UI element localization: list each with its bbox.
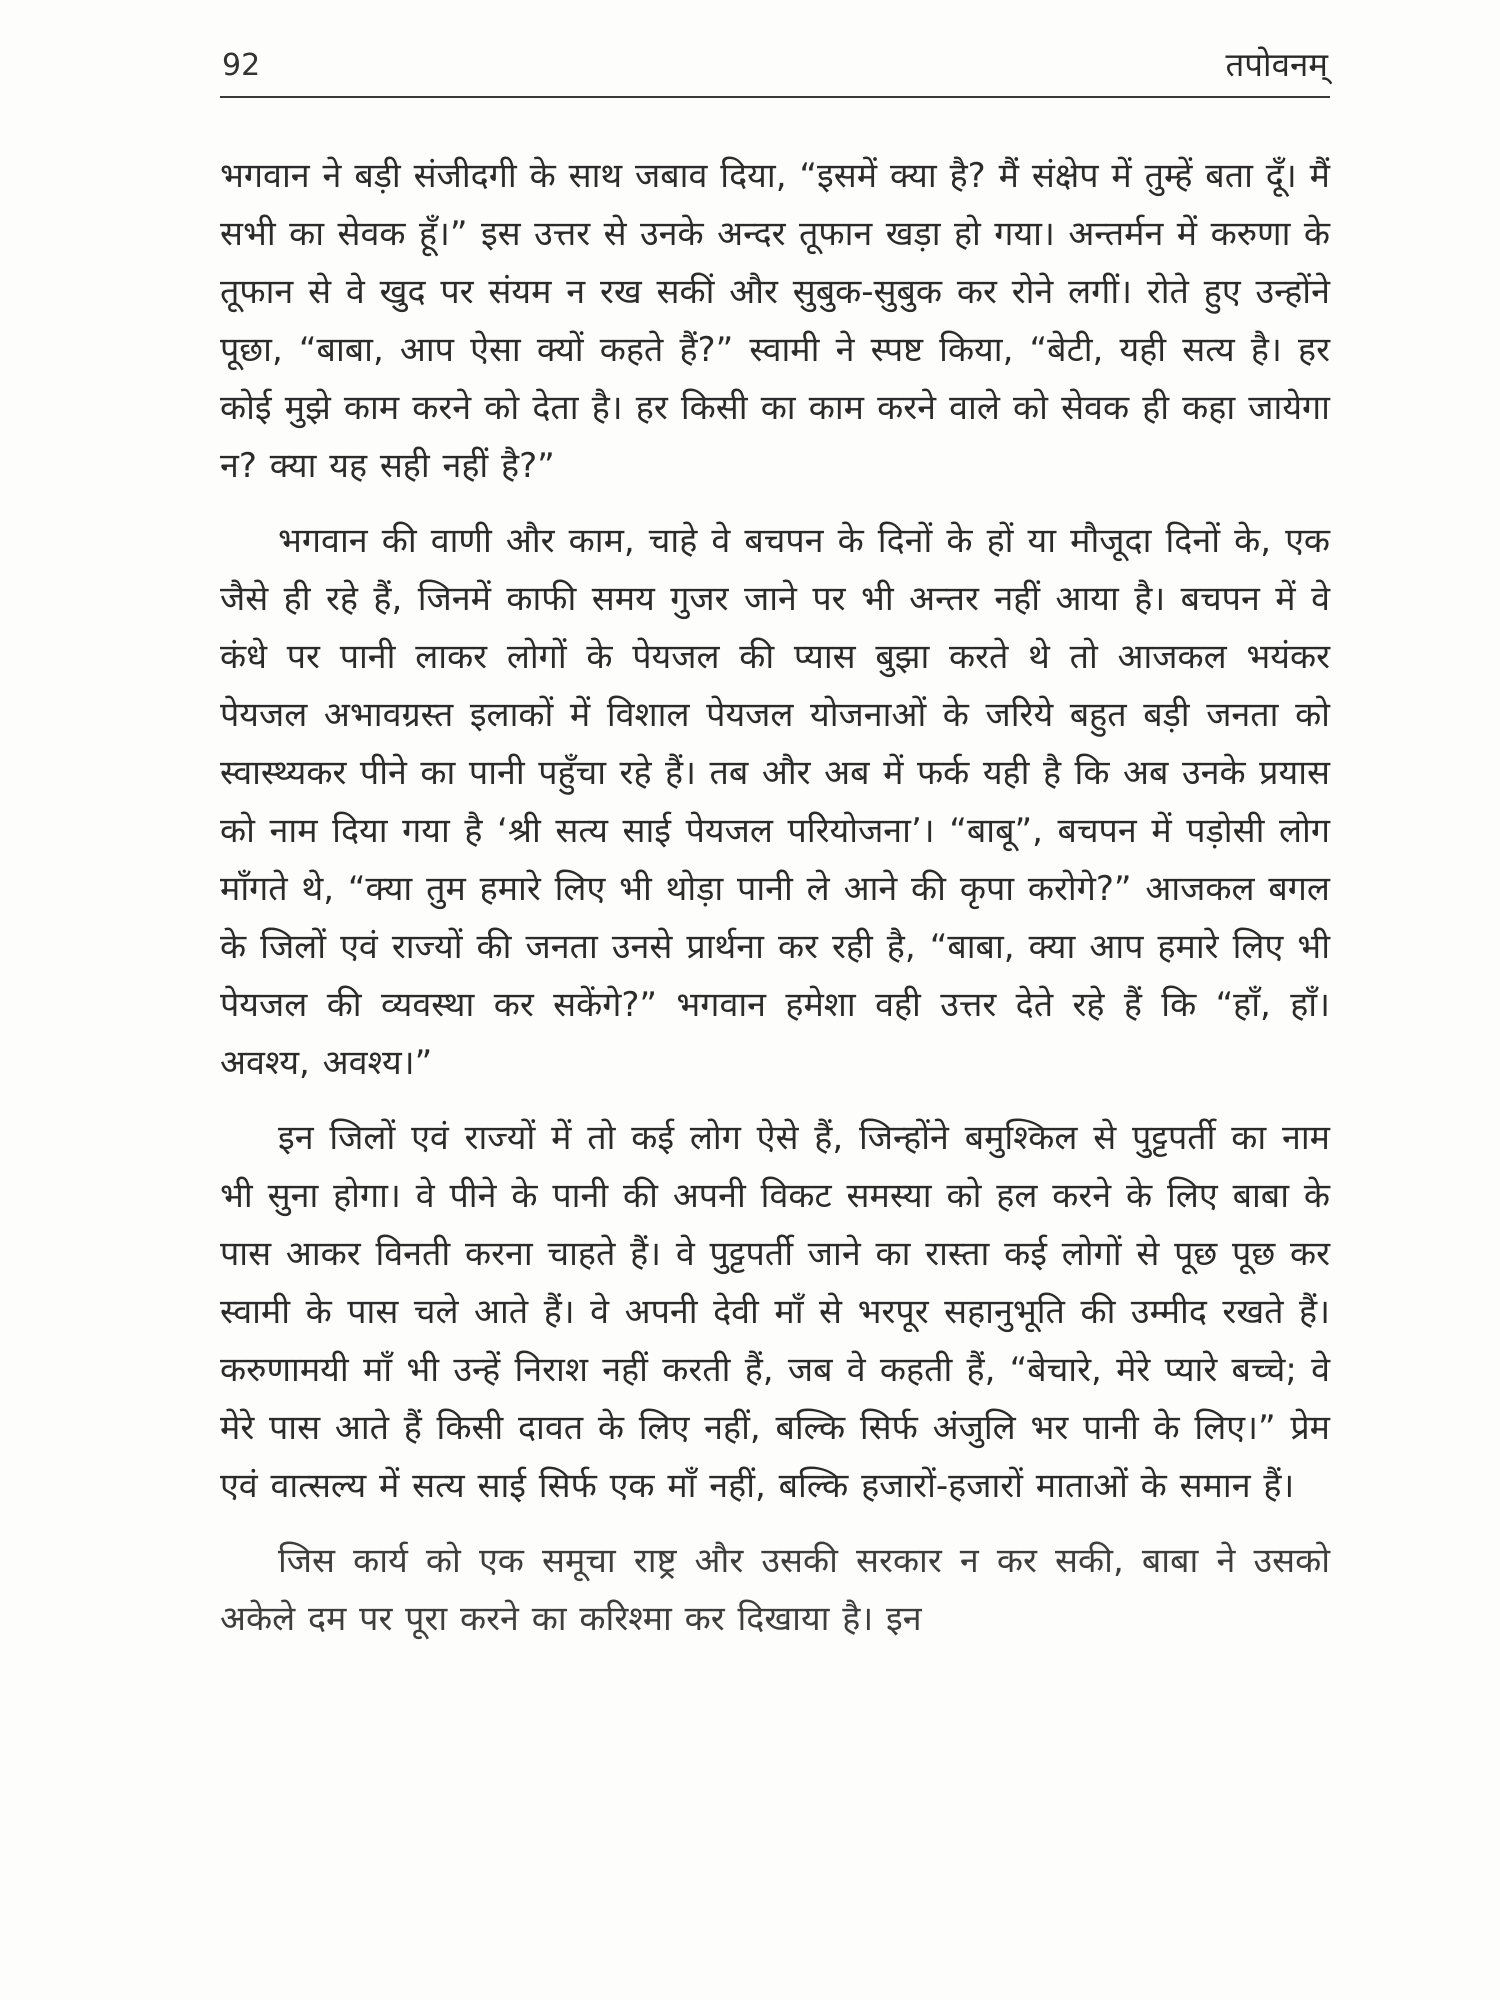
paragraph-3: इन जिलों एवं राज्यों में तो कई लोग ऐसे हैं, जिन्होंने बमुश्किल से पुट्टपर्ती का नाम भी सुना होगा। वे पीने के पानी की अपनी विकट समस्या को हल करने के लिए बाबा के पास आकर विनती करना चाहते हैं। वे पुट्टपर्ती जाने का रास्ता कई लोगों से पूछ पूछ कर स्वामी के पास चले आते हैं। वे अपनी देवी माँ से भरपूर सहानुभूति की उम्मीद रखते हैं। करुणामयी माँ भी उन्हें निराश नहीं करती हैं, जब वे कहती हैं, “बेचारे, मेरे प्यारे बच्चे; वे मेरे पास आते हैं किसी दावत के लिए नहीं, बल्कि सिर्फ अंजुलि भर पानी के लिए।” प्रेम एवं वात्सल्य में सत्य साई सिर्फ एक माँ नहीं, बल्कि हजारों-हजारों माताओं के समान हैं। [220, 1118, 1330, 1506]
paragraph-4: जिस कार्य को एक समूचा राष्ट्र और उसकी सरकार न कर सकी, बाबा ने उसको अकेले दम पर पूरा करने का करिश्मा कर दिखाया है। इन [220, 1541, 1330, 1639]
running-title: तपोवनम् [1225, 45, 1328, 84]
paragraph-2: भगवान की वाणी और काम, चाहे वे बचपन के दिनों के हों या मौजूदा दिनों के, एक जैसे ही रहे हैं, जिनमें काफी समय गुजर जाने पर भी अन्तर नहीं आया है। बचपन में वे कंधे पर पानी लाकर लोगों के पेयजल की प्यास बुझा करते थे तो आजकल भयंकर पेयजल अभावग्रस्त इलाकों में विशाल पेयजल योजनाओं के जरिये बहुत बड़ी जनता को स्वास्थ्यकर पीने का पानी पहुँचा रहे हैं। तब और अब में फर्क यही है कि अब उनके प्रयास को नाम दिया गया है ‘श्री सत्य साई पेयजल परियोजना’। “बाबू”, बचपन में पड़ोसी लोग माँगते थे, “क्या तुम हमारे लिए भी थोड़ा पानी ले आने की कृपा करोगे?” आजकल बगल के जिलों एवं राज्यों की जनता उनसे प्रार्थना कर रही है, “बाबा, क्या आप हमारे लिए भी पेयजल की व्यवस्था कर सकेंगे?” भगवान हमेशा वही उत्तर देते रहे हैं कि “हाँ, हाँ। अवश्य, अवश्य।” [220, 521, 1330, 1083]
paragraph-1: भगवान ने बड़ी संजीदगी के साथ जबाव दिया, “इसमें क्या है? मैं संक्षेप में तुम्हें बता दूँ। मैं सभी का सेवक हूँ।” इस उत्तर से उनके अन्दर तूफान खड़ा हो गया। अन्तर्मन में करुणा के तूफान से वे खुद पर संयम न रख सकीं और सुबुक-सुबुक कर रोने लगीं। रोते हुए उन्होंने पूछा, “बाबा, आप ऐसा क्यों कहते हैं?” स्वामी ने स्पष्ट किया, “बेटी, यही सत्य है। हर कोई मुझे काम करने को देता है। हर किसी का काम करने वाले को सेवक ही कहा जायेगा न? क्या यह सही नहीं है?” [220, 156, 1330, 486]
page-body [220, 147, 1330, 1648]
page-header [220, 40, 1330, 98]
page-number: 92 [222, 48, 261, 83]
